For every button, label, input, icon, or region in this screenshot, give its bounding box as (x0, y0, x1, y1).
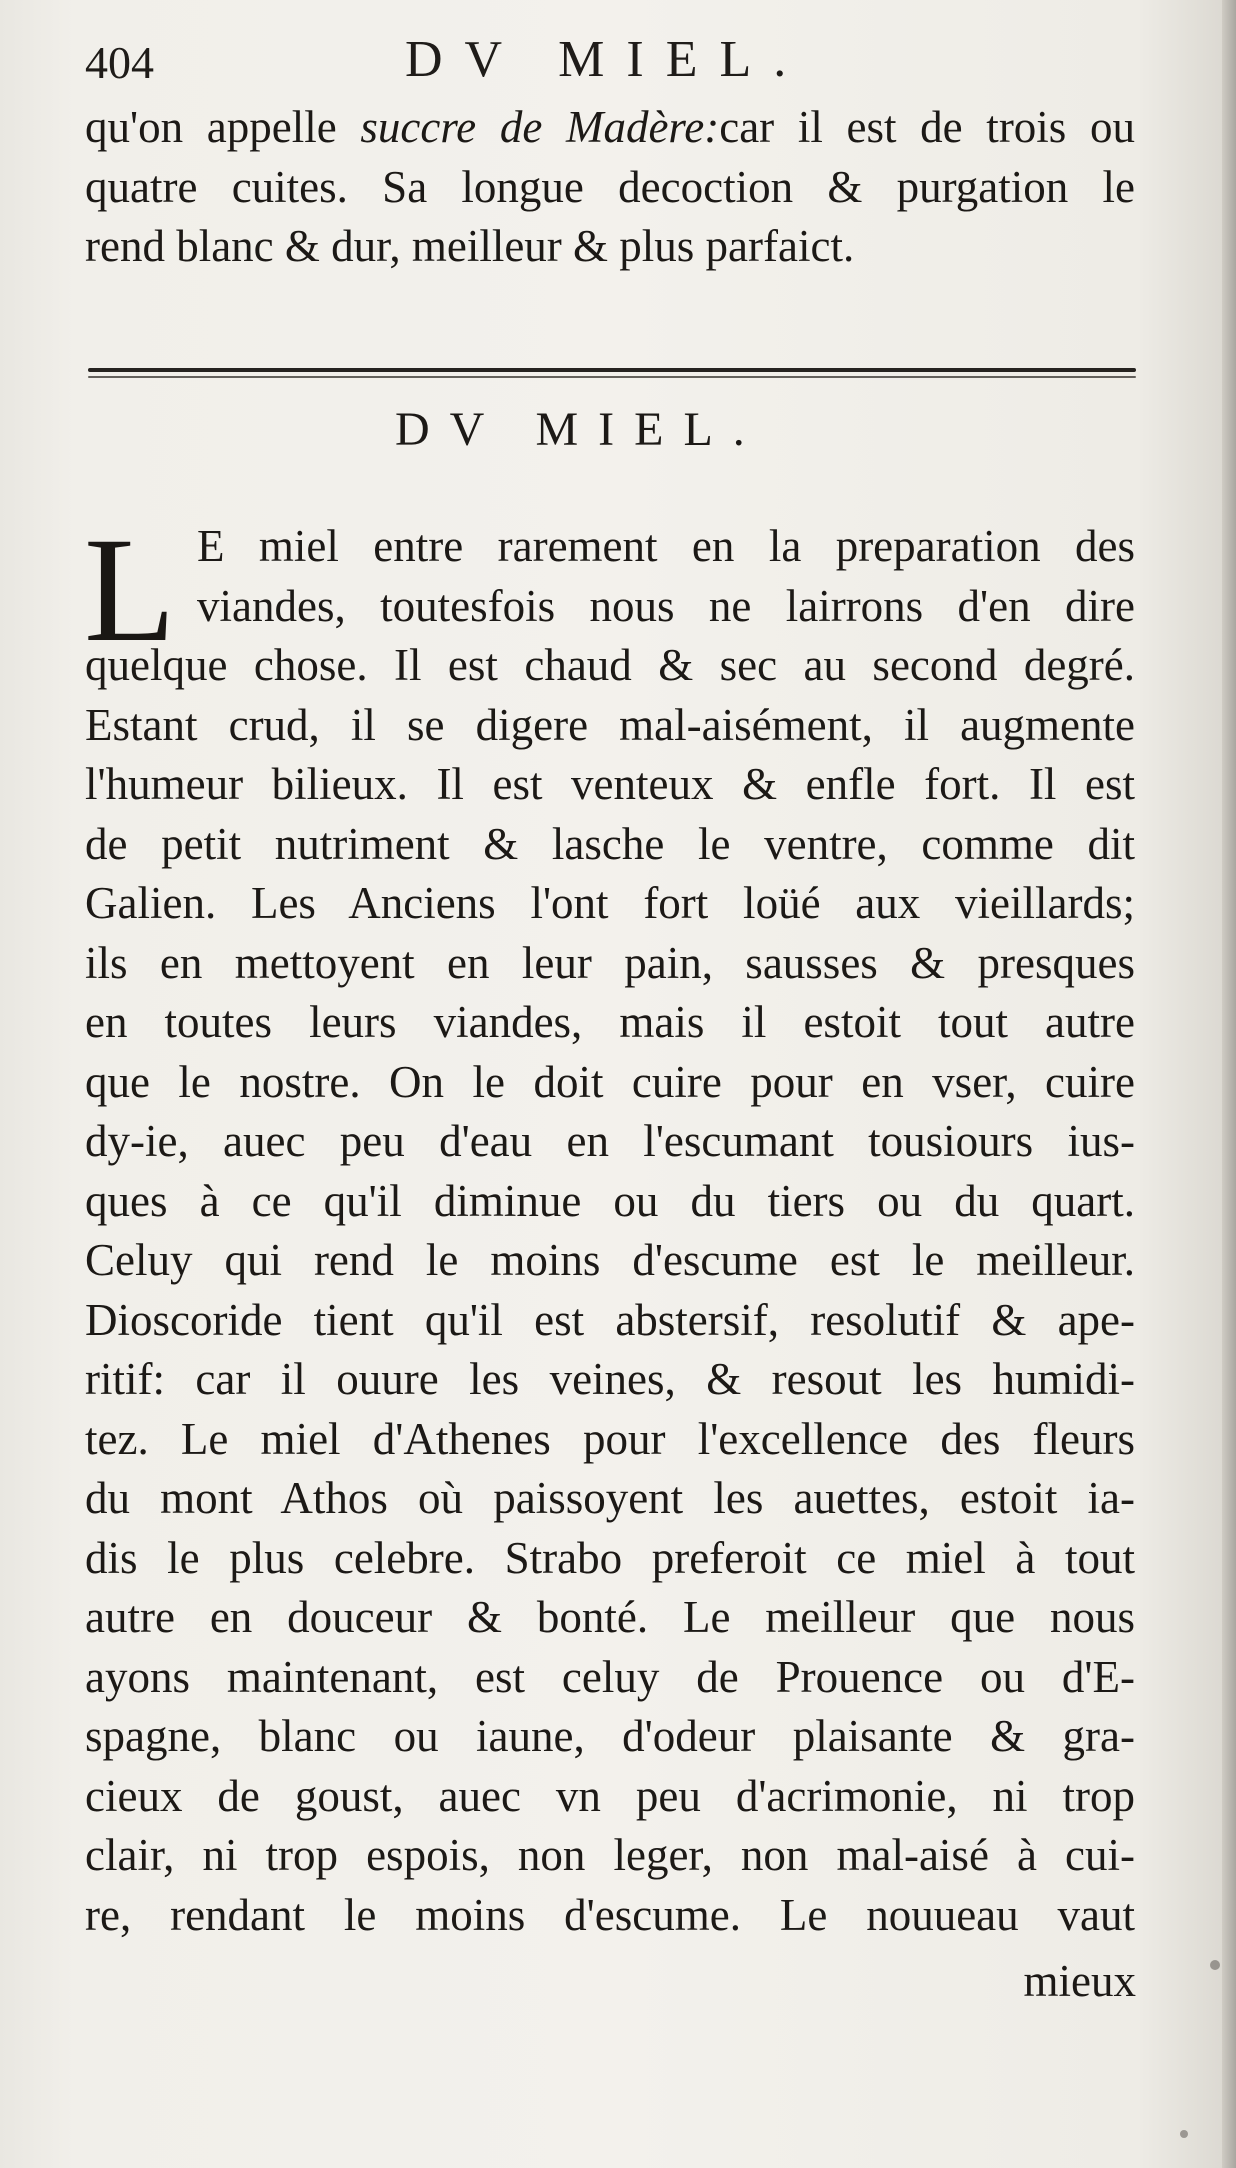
text-line: ques à ce qu'il diminue ou du tiers ou du quart. (85, 1175, 1135, 1226)
italic-term: succre de Madère: (360, 102, 720, 152)
text-line: clair, ni trop espois, non leger, non mal-aisé à cui- (85, 1830, 1135, 1880)
text-line: l'humeur bilieux. Il est venteux & enfle fort. Il est (85, 759, 1135, 809)
ink-speck (1180, 2130, 1188, 2138)
ink-speck (1210, 1960, 1220, 1970)
section-divider (88, 368, 1136, 372)
text-line: Estant crud, il se digere mal-aisément, il augmente (85, 699, 1135, 750)
text-line: rend blanc & dur, meilleur & plus parfaict. (85, 221, 855, 271)
text-line: quelque chose. Il est chaud & sec au second degré. (85, 640, 1135, 690)
section-divider-thin (88, 376, 1136, 378)
section-body (84, 507, 1135, 1945)
running-title: DV MIEL. (405, 31, 809, 88)
page-edge (1222, 0, 1236, 2168)
text-line: E miel entre rarement en la preparation des (197, 521, 1135, 571)
text-line: ritif: car il ouure les veines, & resout les humidi- (85, 1354, 1135, 1404)
text-line: Galien. Les Anciens l'ont fort loüé aux vieillards; (85, 878, 1135, 928)
text-line: autre en doucеur & bonté. Le meilleur que nous (85, 1592, 1135, 1642)
text-line: du mont Athos où paissoyent les auettes, estoit ia- (85, 1473, 1135, 1523)
text-line: ayons maintenant, est celuy de Prouence ou d'E- (85, 1651, 1135, 1702)
text-line: dy-ie, auec peu d'eau en l'escumant tousiours ius- (85, 1116, 1135, 1166)
text-line: Celuy qui rend le moins d'escume est le meilleur. (85, 1235, 1135, 1285)
text-line: ils en mettoyent en leur pain, sausses & presques (85, 937, 1135, 988)
catchword: mieux (1023, 1956, 1136, 2006)
text-line: en toutes leurs viandes, mais il estoit tout autre (85, 997, 1135, 1047)
text-line: qu'on appelle succre de Madère:car il est de trois ou (85, 102, 1135, 152)
section-title: DV MIEL. (395, 403, 765, 456)
page-number: 404 (85, 37, 154, 88)
running-head (85, 30, 1135, 100)
text-line: dis le plus celebre. Strabo preferoit ce miel à tout (85, 1532, 1135, 1583)
text-line: tez. Le miel d'Athenes pour l'excellence des fleurs (85, 1413, 1135, 1464)
text-line: quatre cuites. Sa longue decoction & purgation le (85, 161, 1135, 212)
text-line: spagne, blanc ou iaune, d'odeur plaisante & gra- (85, 1711, 1135, 1761)
drop-cap: L (84, 507, 176, 673)
text-line: que le nostre. On le doit cuire pour en vser, cuire (85, 1056, 1135, 1107)
text-line: de petit nutriment & lasche le ventre, comme dit (85, 818, 1135, 869)
text-line: cieux de goust, auec vn peu d'acrimonie, ni trop (85, 1770, 1135, 1821)
text-line: re, rendant le moins d'escume. Le nouueau vaut (85, 1889, 1135, 1940)
text-line: viandes, toutesfois nous ne lairrons d'en dire (197, 580, 1135, 631)
text-line: Dioscoride tient qu'il est abstersif, resolutif & ape- (85, 1294, 1135, 1345)
bleed-through-text (90, 280, 1130, 318)
top-paragraph (85, 98, 1135, 277)
